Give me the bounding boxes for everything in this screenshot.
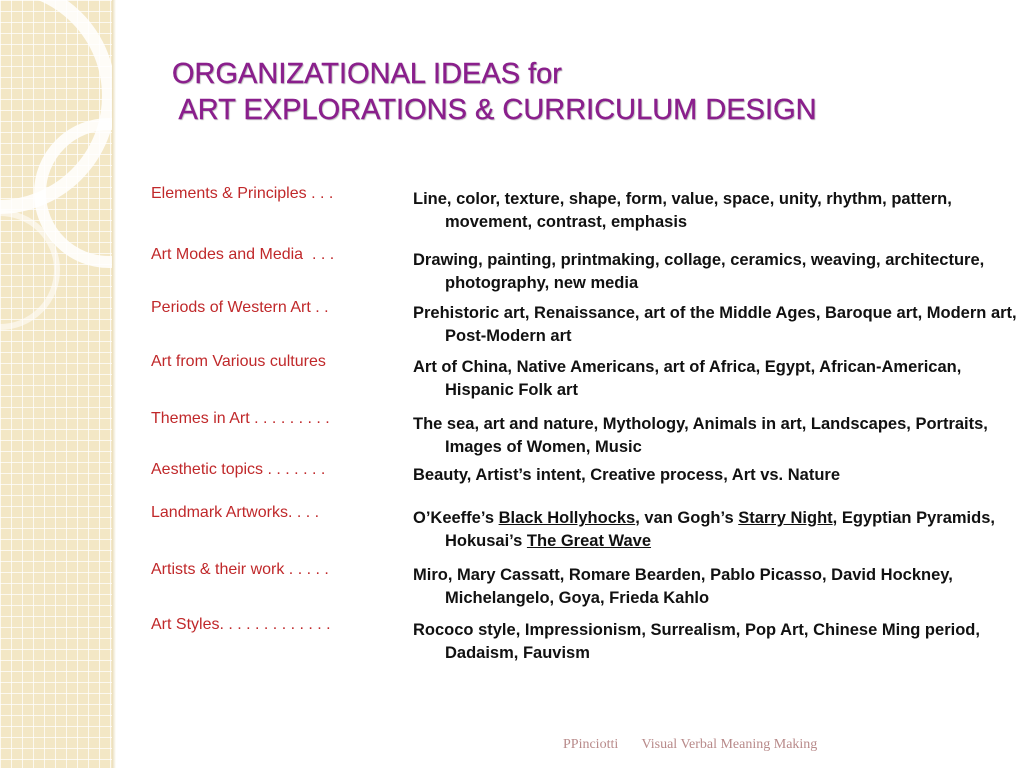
description-text: , van Gogh’s: [635, 509, 739, 527]
slide-title-line-1: ORGANIZATIONAL IDEAS for: [172, 58, 562, 90]
description-text: O’Keeffe’s: [413, 509, 499, 527]
topic-description: [413, 507, 1024, 553]
artwork-title-black-hollyhocks: Black Hollyhocks: [498, 509, 636, 527]
topic-description: Line, color, texture, shape, form, value, space, unity, rhythm, pattern, movement, contrast, emphasis: [413, 190, 952, 231]
topic-label: Artists & their work . . . . .: [151, 561, 329, 578]
slide-footer: [563, 737, 817, 753]
slide-title-line-2: ART EXPLORATIONS & CURRICULUM DESIGN: [172, 94, 817, 126]
topic-description: Miro, Mary Cassatt, Romare Bearden, Pablo Picasso, David Hockney, Michelangelo, Goya, Frieda Kahlo: [413, 566, 953, 607]
topic-label: Landmark Artworks. . . .: [151, 504, 320, 521]
topic-description: Rococo style, Impressionism, Surrealism, Pop Art, Chinese Ming period, Dadaism, Fauvism: [413, 621, 980, 662]
artwork-title-great-wave: The Great Wave: [526, 532, 652, 550]
topic-description: Drawing, painting, printmaking, collage, ceramics, weaving, architecture, photography, new media: [413, 251, 985, 292]
topic-label: Elements & Principles . . .: [151, 185, 334, 202]
decorative-side-panel: [0, 0, 112, 768]
description-text: , Egyptian Pyramids, Hokusai’s: [445, 509, 995, 550]
side-panel-edge: [112, 0, 116, 768]
footer-subtitle: Visual Verbal Meaning Making: [641, 737, 818, 752]
topic-label: Art Modes and Media . . .: [151, 246, 335, 263]
artwork-title-starry-night: Starry Night: [738, 509, 833, 527]
topic-label: Art Styles. . . . . . . . . . . . .: [151, 616, 331, 633]
topic-label: Themes in Art . . . . . . . . .: [151, 410, 330, 427]
slide-title: [172, 56, 817, 128]
topic-description: Beauty, Artist’s intent, Creative process, Art vs. Nature: [413, 466, 840, 484]
topic-description: Prehistoric art, Renaissance, art of the Middle Ages, Baroque art, Modern art, Post-Modern art: [413, 304, 1017, 345]
topic-description: Art of China, Native Americans, art of Africa, Egypt, African-American, Hispanic Folk art: [413, 358, 962, 399]
footer-author: PPinciotti: [563, 737, 619, 752]
topic-label: Aesthetic topics . . . . . . .: [151, 461, 326, 478]
topic-description: The sea, art and nature, Mythology, Animals in art, Landscapes, Portraits, Images of Women, Music: [413, 415, 988, 456]
topic-label: Periods of Western Art . .: [151, 299, 329, 316]
topic-label: Art from Various cultures: [151, 353, 326, 370]
